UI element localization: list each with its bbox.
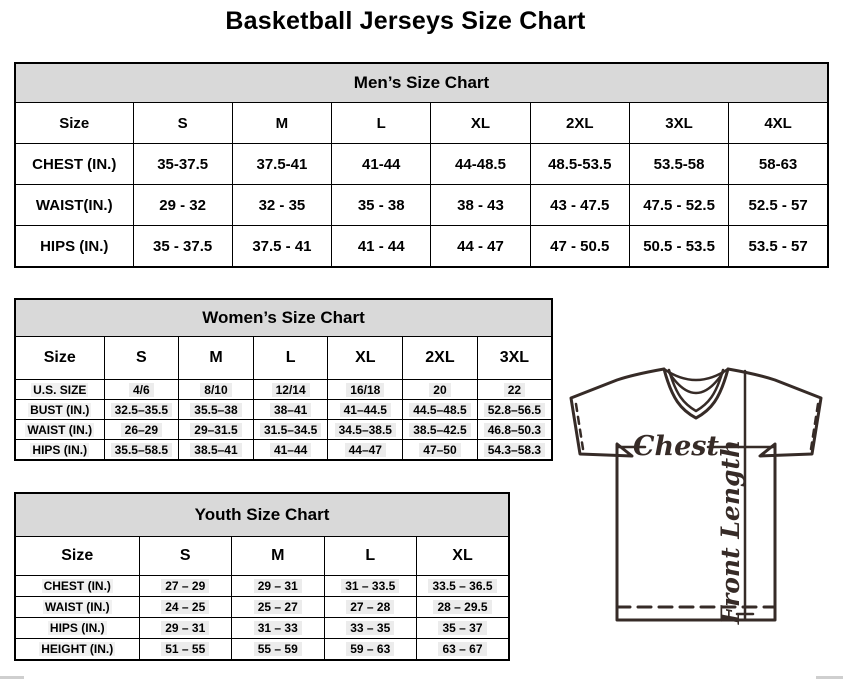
size-value: 55 – 59 [254,642,302,656]
table-row [15,400,552,420]
size-value: 35 - 38 [357,196,405,214]
row-label-text: BUST (IN.) [30,402,90,417]
size-value-cell [104,440,179,461]
row-label-text: CHEST (IN.) [32,155,117,173]
size-value-cell [328,440,403,461]
size-value: 41–44 [270,443,311,457]
size-column-header: Size [15,537,139,576]
size-column-header: L [253,337,328,380]
size-value-cell [179,380,254,400]
table-title-row [15,299,552,337]
size-value: 34.5–38.5 [335,423,396,437]
size-value: 12/14 [272,383,310,397]
size-value: 44–47 [345,443,386,457]
size-value-cell [253,400,328,420]
size-value: 59 – 63 [346,642,394,656]
table-row [15,618,509,639]
size-value-cell [253,440,328,461]
size-value: 58-63 [758,155,798,173]
size-value: 52.8–56.5 [484,403,545,417]
womens-size-chart-table [14,298,553,461]
size-value-cell [530,185,629,226]
row-label-text: WAIST (IN.) [44,600,110,614]
size-value: 29 – 31 [254,579,302,593]
size-value: 33.5 – 36.5 [428,579,496,593]
size-value: 35 - 37.5 [153,237,213,255]
row-label [15,597,139,618]
size-value: 31.5–34.5 [260,423,321,437]
size-column-header: S [104,337,179,380]
size-value-cell [328,420,403,440]
table-title: Men’s Size Chart [15,63,828,103]
size-value: 44-48.5 [455,155,506,173]
size-value: 37.5 - 41 [252,237,312,255]
chest-label: Chest [633,431,719,462]
size-value-cell [403,380,478,400]
size-value: 48.5-53.5 [548,155,612,173]
youth-size-chart-table [14,492,510,661]
row-label-text: HIPS (IN.) [32,442,88,457]
size-value: 43 - 47.5 [550,196,610,214]
row-label [15,380,104,400]
size-value: 47–50 [419,443,460,457]
size-column-header: M [232,537,325,576]
size-value-cell [328,400,403,420]
size-value-cell [403,400,478,420]
row-label-text: HIPS (IN.) [49,621,105,635]
size-value-cell [104,400,179,420]
row-label [15,226,133,268]
size-value: 29–31.5 [190,423,241,437]
table-title-row [15,63,828,103]
size-value-cell [232,144,331,185]
table-row [15,576,509,597]
size-value: 16/18 [346,383,384,397]
row-label-text: WAIST(IN.) [35,196,113,214]
size-value-cell [629,226,728,268]
size-value-cell [530,226,629,268]
size-column-header: Size [15,337,104,380]
size-value: 38 - 43 [457,196,504,214]
size-value-cell [729,144,828,185]
size-value-cell [403,420,478,440]
size-value-cell [232,576,325,597]
size-value: 29 - 32 [159,196,206,214]
size-value: 28 – 29.5 [433,600,491,614]
size-value: 31 – 33.5 [341,579,399,593]
size-value-cell [253,420,328,440]
size-value-cell [417,639,510,661]
table-header-row [15,103,828,144]
size-value-cell [324,639,417,661]
size-value-cell [729,226,828,268]
size-value-cell [133,144,232,185]
size-value-cell [328,380,403,400]
size-value: 37.5-41 [256,155,308,173]
size-value: 35-37.5 [157,155,209,173]
size-value-cell [629,144,728,185]
size-value-cell [133,226,232,268]
size-value-cell [133,185,232,226]
size-value: 53.5-58 [653,155,705,173]
size-value-cell [477,440,552,461]
row-label [15,144,133,185]
size-value: 22 [504,383,525,397]
size-value: 25 – 27 [254,600,302,614]
size-value-cell [179,440,254,461]
row-label [15,576,139,597]
table-row [15,420,552,440]
row-label [15,440,104,461]
size-value: 35.5–38 [190,403,241,417]
row-label [15,185,133,226]
size-value-cell [232,639,325,661]
size-value: 54.3–58.3 [484,443,545,457]
size-value-cell [232,226,331,268]
size-value-cell [324,618,417,639]
size-value-cell [324,597,417,618]
size-value: 47.5 - 52.5 [643,196,715,214]
size-value-cell [139,639,232,661]
size-column-header: S [133,103,232,144]
size-value-cell [179,400,254,420]
jersey-measurement-diagram [555,357,839,629]
page-title: Basketball Jerseys Size Chart [225,7,586,35]
size-value: 32 - 35 [258,196,306,214]
row-label-text: CHEST (IN.) [43,579,111,593]
size-value-cell [403,440,478,461]
size-column-header: Size [15,103,133,144]
size-value: 4/6 [129,383,154,397]
size-value-cell [417,597,510,618]
size-column-header: L [332,103,431,144]
size-column-header: XL [431,103,530,144]
size-value: 38.5–42.5 [409,423,470,437]
table-header-row [15,337,552,380]
size-value-cell [431,226,530,268]
size-value: 38–41 [270,403,311,417]
size-value: 33 – 35 [346,621,394,635]
size-value-cell [729,185,828,226]
size-value-cell [232,185,331,226]
size-value: 35 – 37 [438,621,486,635]
size-value: 51 – 55 [161,642,209,656]
row-label [15,420,104,440]
size-value-cell [139,618,232,639]
table-row [15,226,828,268]
size-value: 47 - 50.5 [550,237,610,255]
row-label [15,639,139,661]
size-value-cell [324,576,417,597]
size-column-header: XL [328,337,403,380]
size-value: 20 [429,383,450,397]
size-column-header: L [324,537,417,576]
size-value: 35.5–58.5 [111,443,172,457]
table-row [15,185,828,226]
row-label-text: HIPS (IN.) [40,237,109,255]
size-value: 63 – 67 [438,642,486,656]
mens-size-chart-table [14,62,829,268]
size-column-header: 2XL [403,337,478,380]
size-value: 27 – 28 [346,600,394,614]
size-value-cell [332,185,431,226]
size-value: 29 – 31 [161,621,209,635]
size-value-cell [417,618,510,639]
row-label-text: U.S. SIZE [33,382,87,397]
table-row [15,597,509,618]
size-value-cell [139,597,232,618]
size-column-header: M [179,337,254,380]
size-value-cell [530,144,629,185]
size-value-cell [139,576,232,597]
table-title-row [15,493,509,537]
size-value: 27 – 29 [161,579,209,593]
size-column-header: M [232,103,331,144]
size-value: 31 – 33 [254,621,302,635]
size-column-header: 3XL [477,337,552,380]
size-value: 50.5 - 53.5 [643,237,715,255]
size-value-cell [104,380,179,400]
size-value-cell [477,380,552,400]
size-value-cell [431,144,530,185]
size-value: 44 - 47 [457,237,504,255]
size-value-cell [477,400,552,420]
size-column-header: S [139,537,232,576]
size-column-header: 4XL [729,103,828,144]
front-length-label: Front Length [716,439,745,625]
size-value: 24 – 25 [161,600,209,614]
size-column-header: XL [417,537,510,576]
row-label [15,400,104,420]
table-row [15,380,552,400]
size-value: 53.5 - 57 [748,237,808,255]
size-value: 8/10 [200,383,231,397]
size-value: 44.5–48.5 [409,403,470,417]
size-value-cell [232,597,325,618]
size-value-cell [232,618,325,639]
size-value-cell [253,380,328,400]
size-value-cell [179,420,254,440]
jersey-outline [571,369,821,620]
table-row [15,144,828,185]
size-column-header: 3XL [629,103,728,144]
size-value: 41–44.5 [340,403,391,417]
table-title: Women’s Size Chart [15,299,552,337]
size-value: 41-44 [362,155,401,173]
size-value: 26–29 [121,423,162,437]
size-value-cell [431,185,530,226]
size-value-cell [477,420,552,440]
size-value: 38.5–41 [190,443,241,457]
size-column-header: 2XL [530,103,629,144]
size-value-cell [332,144,431,185]
row-label-text: HEIGHT (IN.) [41,642,114,656]
table-row [15,639,509,661]
size-value: 46.8–50.3 [484,423,545,437]
table-header-row [15,537,509,576]
table-row [15,440,552,461]
size-value-cell [629,185,728,226]
size-value: 41 - 44 [357,237,405,255]
size-value-cell [417,576,510,597]
size-value-cell [332,226,431,268]
row-label [15,618,139,639]
size-value: 52.5 - 57 [748,196,808,214]
table-title: Youth Size Chart [15,493,509,537]
size-value-cell [104,420,179,440]
row-label-text: WAIST (IN.) [27,422,93,437]
size-value: 32.5–35.5 [111,403,172,417]
